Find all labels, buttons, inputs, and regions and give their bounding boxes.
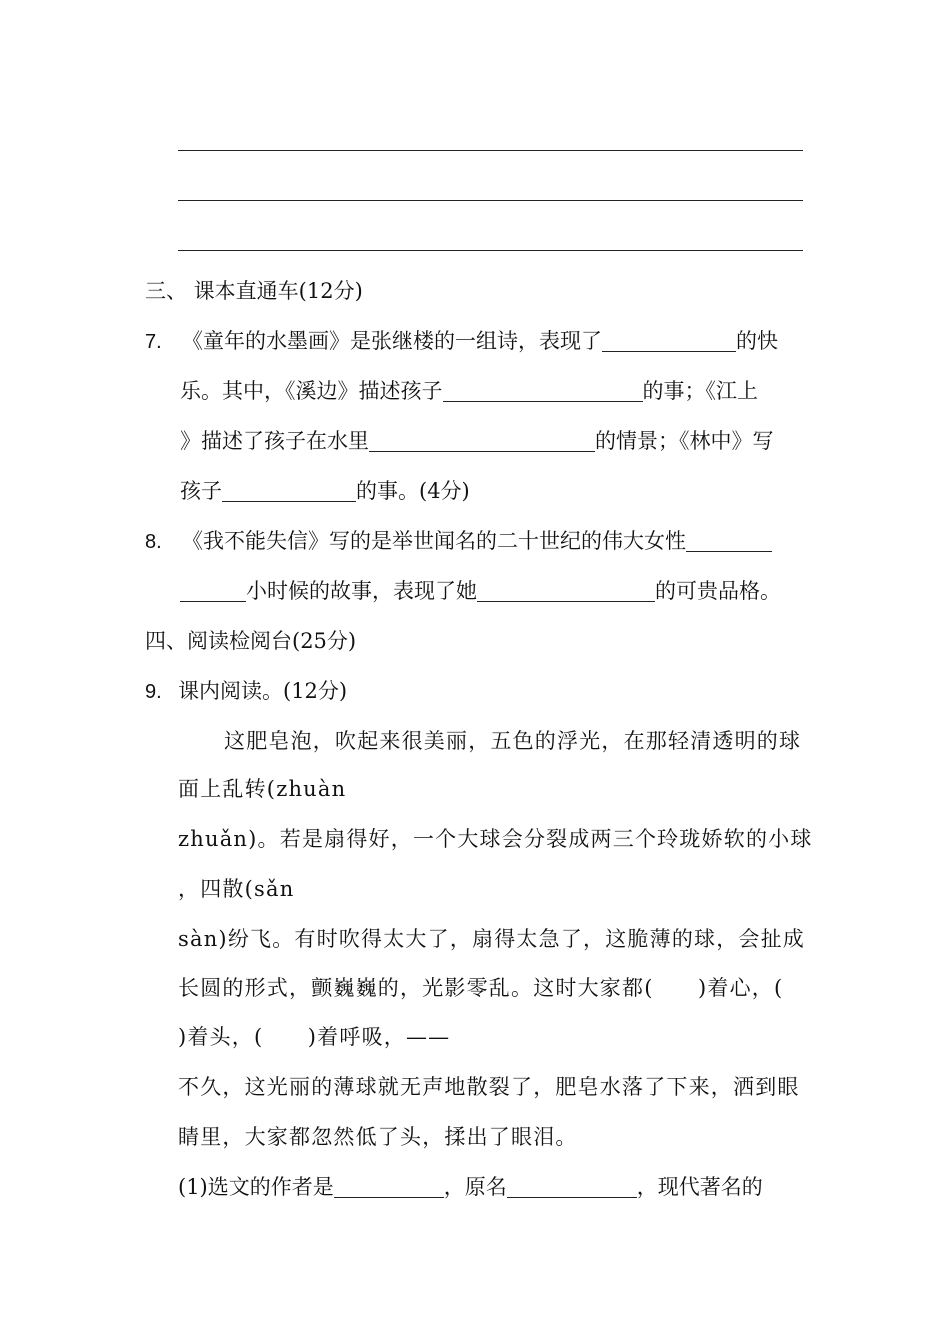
q7-text-4b: 的事。(4分) (356, 479, 470, 503)
passage-line-4 (178, 874, 294, 904)
passage-line-6 (178, 973, 783, 1003)
q8-text-2b: 的可贵品格。 (655, 579, 781, 603)
passage-line-1 (224, 726, 801, 756)
q7-text-3b: 的情景；《林中》写 (595, 429, 774, 453)
q9-line-num (145, 676, 162, 706)
q7-blank-4[interactable] (222, 479, 356, 502)
passage-line-7 (178, 1022, 450, 1052)
q8-text-2a: 小时候的故事，表现了她 (246, 579, 477, 603)
q8-line-2 (180, 576, 781, 606)
passage-line-5 (178, 924, 805, 954)
q7-number: 7. (145, 331, 162, 353)
q7-text-2a: 乐。其中，《溪边》描述孩子 (180, 379, 443, 403)
q8-text-1a: 《我不能失信》写的是举世闻名的二十世纪的伟大女性 (182, 529, 686, 553)
q7-text-2b: 的事；《江上 (642, 379, 758, 403)
q7-text-1a: 《童年的水墨画》是张继楼的一组诗，表现了 (182, 329, 602, 353)
q7-line-2 (180, 376, 758, 406)
section-4-heading (145, 626, 356, 656)
q7-text-3a: 》描述了孩子在水里 (180, 429, 369, 453)
q9-sub-1-text-b: ，原名 (443, 1175, 507, 1199)
passage-text-5: sàn)纷飞。有时吹得太大了，扇得太急了，这脆薄的球，会扯成 (178, 927, 806, 951)
q9-sub-1-blank-author[interactable] (334, 1175, 444, 1198)
answer-line-1[interactable] (178, 150, 803, 151)
q7-blank-2[interactable] (443, 379, 643, 402)
passage-line-2 (178, 774, 346, 804)
q9-sub-1-text-c: ，现代著名的 (636, 1175, 763, 1199)
q7-line-1-text (182, 326, 778, 356)
q9-sub-1 (178, 1172, 763, 1202)
q9-number: 9. (145, 681, 162, 703)
q8-blank-1-cont[interactable] (180, 579, 246, 602)
answer-line-2[interactable] (178, 200, 803, 201)
section-3-heading (145, 276, 363, 306)
q7-line-3 (180, 426, 774, 456)
passage-text-2: 面上乱转(zhuàn (178, 777, 347, 801)
q8-line-1 (182, 526, 772, 556)
q8-blank-1[interactable] (686, 529, 772, 552)
q7-text-1b: 的快 (736, 329, 778, 353)
section-3-title: 三、 课本直通车(12分) (145, 279, 363, 303)
passage-text-1: 这肥皂泡，吹起来很美丽，五色的浮光，在那轻清透明的球 (224, 729, 802, 753)
passage-line-8 (178, 1072, 800, 1102)
passage-text-3: zhuǎn)。若是扇得好，一个大球会分裂成两三个玲珑娇软的小球 (178, 827, 813, 851)
q8-line-1-num (145, 526, 162, 556)
q9-title-line (178, 676, 347, 706)
passage-line-3 (178, 824, 813, 854)
q9-sub-1-blank-original-name[interactable] (507, 1175, 637, 1198)
q7-blank-3[interactable] (369, 429, 595, 452)
section-4-title: 四、阅读检阅台(25分) (145, 629, 357, 653)
q9-title: 课内阅读。(12分) (178, 679, 348, 703)
passage-text-8: 不久，这光丽的薄球就无声地散裂了，肥皂水落了下来，洒到眼 (178, 1075, 800, 1099)
q8-number: 8. (145, 531, 162, 553)
passage-text-7: )着头，( )着呼吸，—— (178, 1025, 451, 1049)
answer-line-3[interactable] (178, 250, 803, 251)
passage-text-9: 睛里，大家都忽然低了头，揉出了眼泪。 (178, 1125, 578, 1149)
passage-line-9 (178, 1122, 578, 1152)
q8-blank-2[interactable] (477, 579, 655, 602)
q9-sub-1-text-a: (1)选文的作者是 (178, 1175, 334, 1199)
passage-text-4: ，四散(sǎn (178, 877, 295, 901)
passage-text-6: 长圆的形式，颤巍巍的，光影零乱。这时大家都( )着心，( (178, 976, 784, 1000)
q7-line-4 (180, 476, 470, 506)
q7-line-1 (145, 326, 162, 356)
q7-blank-1[interactable] (602, 329, 736, 352)
q7-text-4a: 孩子 (180, 479, 222, 503)
